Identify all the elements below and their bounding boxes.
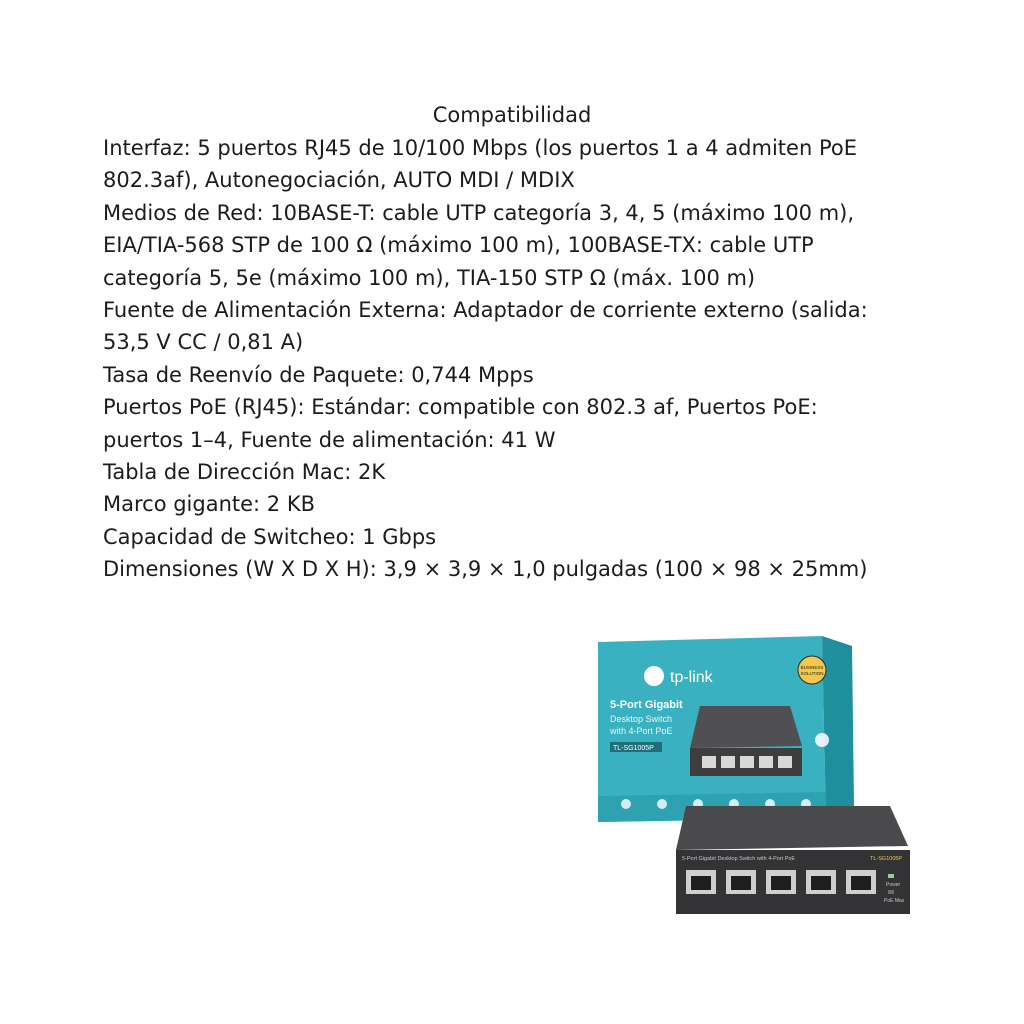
spec-capacidad-switcheo: Capacidad de Switcheo: 1 Gbps: [103, 524, 437, 549]
box-model: TL-SG1005P: [613, 745, 654, 752]
rj45-ports: [686, 870, 876, 894]
box-sub2: with 4-Port PoE: [610, 726, 673, 736]
box-heading: 5-Port Gigabit: [610, 699, 683, 711]
box-side: [822, 636, 854, 818]
spec-list: [103, 132, 893, 586]
spec-tabla-mac: Tabla de Dirección Mac: 2K: [103, 460, 386, 485]
switch-top: [676, 806, 908, 850]
tp-link-logo-icon: [644, 666, 664, 686]
led-poe-label: PoE Max: [884, 898, 905, 904]
switch-front-label: 5-Port Gigabit Desktop Switch with 4-Port PoE: [682, 856, 796, 862]
spec-medios-de-red: Medios de Red: 10BASE-T: cable UTP categoría 3, 4, 5 (máximo 100 m), EIA/TIA-568 STP de 100 Ω (máximo 100 m), 100BASE-TX: cable UTP categoría 5, 5e (máximo 100 m), TIA-150 STP Ω (máx. 100 m): [103, 200, 855, 290]
home-icon: [815, 733, 829, 747]
svg-text:SOLUTION: SOLUTION: [800, 671, 824, 676]
spec-dimensiones: Dimensiones (W X D X H): 3,9 × 3,9 × 1,0 pulgadas (100 × 98 × 25mm): [103, 557, 868, 582]
box-sub1: Desktop Switch: [610, 714, 673, 724]
led-power-label: Power: [886, 882, 901, 888]
svg-text:BUSINESS: BUSINESS: [800, 665, 824, 670]
spec-marco-gigante: Marco gigante: 2 KB: [103, 492, 316, 517]
product-image: [590, 636, 920, 926]
spec-tasa-reenvio: Tasa de Reenvío de Paquete: 0,744 Mpps: [103, 362, 534, 387]
spec-fuente-alimentacion: Fuente de Alimentación Externa: Adaptador de corriente externo (salida: 53,5 V CC / 0,81 A): [103, 298, 868, 355]
section-title: Compatibilidad: [432, 103, 592, 127]
product-illustration: [590, 636, 920, 926]
poe-max-led-icon: [888, 890, 894, 894]
switch-model-label: TL-SG1005P: [870, 856, 903, 862]
spec-interfaz: Interfaz: 5 puertos RJ45 de 10/100 Mbps (los puertos 1 a 4 admiten PoE 802.3af), Autonegociación, AUTO MDI / MDIX: [103, 136, 857, 193]
spec-puertos-poe: Puertos PoE (RJ45): Estándar: compatible con 802.3 af, Puertos PoE: puertos 1–4, Fuente de alimentación: 41 W: [103, 395, 818, 452]
business-solution-badge: [798, 656, 826, 684]
power-led-icon: [888, 874, 894, 878]
box-brand: tp-link: [670, 669, 713, 686]
